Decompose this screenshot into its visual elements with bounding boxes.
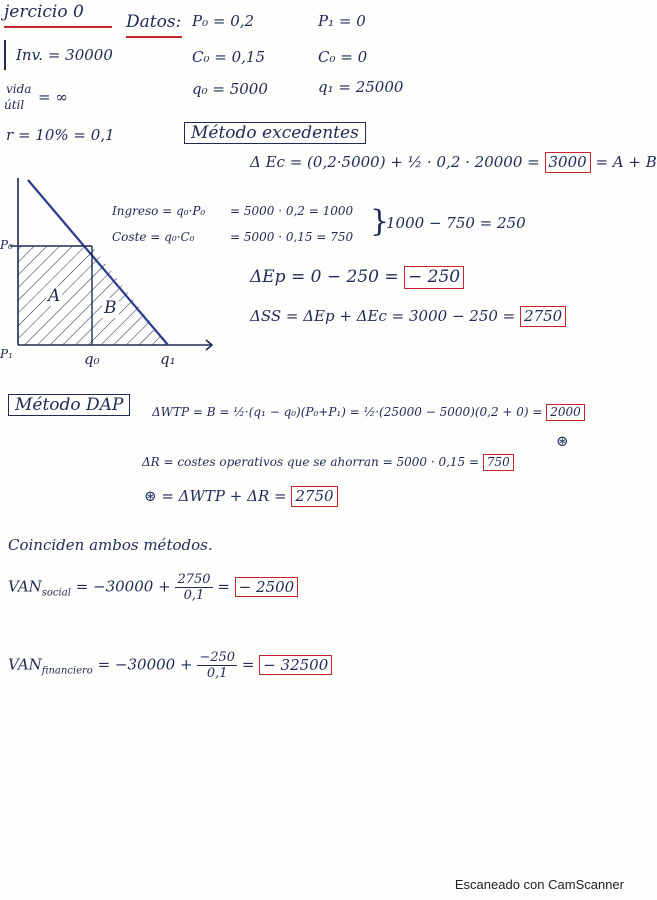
graph-area-a: A [48, 286, 61, 306]
van-fin-sub: financiero [41, 665, 93, 677]
van-social-label: VAN [8, 577, 42, 596]
delta-ep-expr: ΔEp = 0 − 250 = [250, 267, 399, 287]
graph-p0-label: P₀ [0, 238, 13, 252]
van-social-den: 0,1 [183, 588, 205, 603]
method-excedentes-title: Método excedentes [184, 122, 366, 144]
wtp-line [152, 404, 585, 421]
ingreso-value: = 5000 · 0,2 = 1000 [230, 204, 354, 218]
delta-ec-tail: = A + B [595, 153, 657, 171]
method-dap-title: Método DAP [8, 394, 130, 416]
datos-label: Datos: [126, 12, 182, 32]
util-label: útil [4, 98, 25, 112]
q1-value: q₁ = 25000 [318, 78, 404, 96]
delta-ec-expr: Δ Ec = (0,2·5000) + ½ · 0,2 · 20000 = [250, 153, 540, 171]
van-social-eq: = [217, 577, 230, 596]
p0-value: P₀ = 0,2 [192, 12, 255, 30]
wtp-expr: ΔWTP = B = ½·(q₁ − q₀)(P₀+P₁) = ½·(25000 − 5000)(0,2 + 0) = [152, 405, 543, 419]
conclusion: Coinciden ambos métodos. [8, 536, 213, 554]
graph-q0-label: q₀ [84, 350, 100, 368]
van-social-line [8, 572, 298, 603]
coste-value: = 5000 · 0,15 = 750 [230, 230, 354, 244]
graph-p1-label: P₁ [0, 347, 13, 361]
sum-line [144, 486, 338, 507]
star-marker: ⊛ [556, 432, 569, 450]
van-fin-fraction [197, 650, 237, 681]
van-social-fraction [175, 572, 212, 603]
ar-line [142, 454, 514, 471]
wtp-result: 2000 [546, 404, 585, 421]
van-social-result: − 2500 [235, 577, 299, 598]
graph-area-b: B [104, 298, 117, 318]
c1-value: C₀ = 0 [318, 48, 368, 66]
p1-value: P₁ = 0 [318, 12, 366, 30]
sum-expr: ⊛ = ΔWTP + ΔR = [144, 487, 287, 505]
coste-label: Coste = q₀·C₀ [112, 230, 195, 244]
ar-expr: ΔR = costes operativos que se ahorran = 5000 · 0,15 = [142, 455, 480, 469]
van-fin-line [8, 650, 332, 681]
van-fin-eq: = [241, 655, 255, 674]
van-fin-label: VAN [8, 655, 42, 674]
vida-label: vida [6, 82, 32, 96]
investment: Inv. = 30000 [16, 46, 113, 64]
van-social-sub: social [41, 587, 71, 599]
delta-ec-result: 3000 [545, 152, 591, 173]
q0-value: q₀ = 5000 [192, 80, 268, 98]
delta-ss-result: 2750 [520, 306, 566, 327]
van-social-expr: = −30000 + [75, 577, 171, 596]
exercise-title: jercicio 0 [4, 2, 84, 22]
graph-q1-label: q₁ [160, 350, 176, 368]
van-fin-result: − 32500 [259, 655, 332, 676]
curly-bracket: } [370, 204, 390, 239]
vida-value: = ∞ [38, 88, 68, 106]
sum-result: 2750 [291, 486, 337, 507]
camscanner-watermark: Escaneado con CamScanner [454, 877, 624, 892]
van-fin-den: 0,1 [206, 666, 228, 681]
ingreso-label: Ingreso = q₀·P₀ [112, 204, 206, 218]
discount-rate: r = 10% = 0,1 [6, 126, 115, 144]
van-fin-expr: = −30000 + [97, 655, 193, 674]
van-fin-num: −250 [199, 650, 236, 665]
bracket-result: 1000 − 750 = 250 [386, 214, 526, 232]
delta-ep-result: − 250 [404, 266, 464, 289]
van-social-num: 2750 [177, 572, 211, 587]
delta-ss-expr: ΔSS = ΔEp + ΔEc = 3000 − 250 = [250, 307, 516, 325]
ar-result: 750 [483, 454, 514, 471]
c0-value: C₀ = 0,15 [192, 48, 265, 66]
